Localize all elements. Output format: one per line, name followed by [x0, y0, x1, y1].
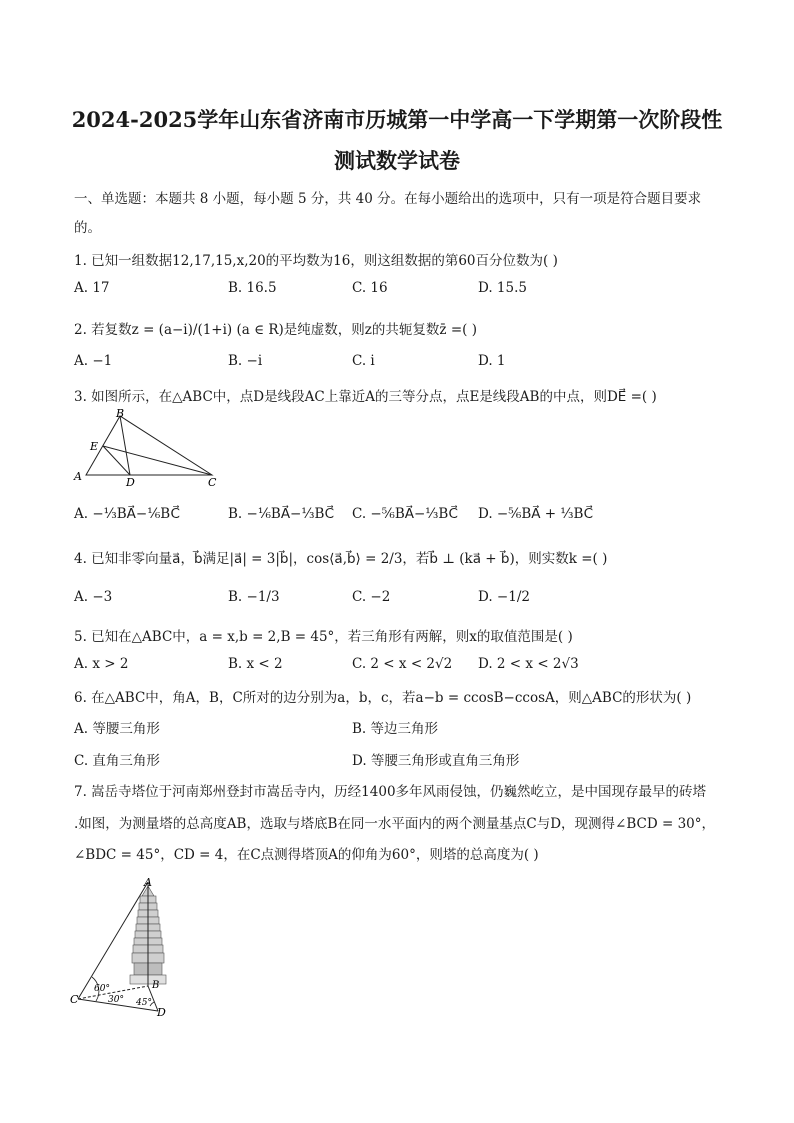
q5-option-c: C. 2 < x < 2√2: [352, 656, 453, 672]
question-7-stem-line-1: 7. 嵩岳寺塔位于河南郑州登封市嵩岳寺内，历经1400多年风雨侵蚀，仍巍然屹立，是中国现存最早的砖塔: [74, 784, 707, 800]
q3-option-d: D. −⅚BA⃗ + ⅓BC⃗: [478, 506, 594, 522]
q3-label-d: D: [126, 476, 135, 488]
q4-option-d: D. −1/2: [478, 589, 530, 605]
q4-option-c: C. −2: [352, 589, 391, 605]
q2-option-d: D. 1: [478, 353, 506, 369]
q3-option-c: C. −⅚BA⃗−⅓BC⃗: [352, 506, 458, 522]
title-line-2: 测试数学试卷: [334, 148, 460, 173]
q2-option-c: C. i: [352, 353, 375, 369]
q7-label-d: D: [157, 1006, 166, 1018]
q6-option-c: C. 直角三角形: [74, 753, 160, 769]
question-7-stem-line-3: ∠BDC = 45°，CD = 4，在C点测得塔顶A的仰角为60°，则塔的总高度为( ): [74, 847, 539, 863]
q1-option-a: A. 17: [74, 280, 110, 296]
q4-option-a: A. −3: [74, 589, 113, 605]
question-5-stem: 5. 已知在△ABC中，a = x,b = 2,B = 45°，若三角形有两解，则x的取值范围是( ): [74, 629, 573, 645]
q7-angle-30: 30°: [108, 995, 124, 1005]
q2-option-a: A. −1: [74, 353, 113, 369]
section-heading: 一、单选题：本题共 8 小题，每小题 5 分，共 40 分。在每小题给出的选项中，只有一项是符合题目要求: [74, 191, 702, 207]
q7-label-c: C: [70, 993, 79, 1006]
q3-label-c: C: [208, 476, 217, 488]
q3-label-a: A: [74, 470, 82, 483]
q1-option-d: D. 15.5: [478, 280, 527, 296]
q5-option-b: B. x < 2: [228, 656, 283, 672]
q6-option-d: D. 等腰三角形或直角三角形: [352, 753, 520, 769]
section-heading-cont: 的。: [74, 220, 101, 236]
question-7-stem-line-2: .如图，为测量塔的总高度AB，选取与塔底B在同一水平面内的两个测量基点C与D，现测得∠BCD = 30°，: [74, 816, 715, 832]
q3-label-e: E: [90, 440, 99, 453]
q3-option-b: B. −⅙BA⃗−⅓BC⃗: [228, 506, 335, 522]
q3-label-b: B: [116, 408, 125, 420]
q7-pagoda-figure: [70, 878, 190, 1018]
q3-option-a: A. −⅓BA⃗−⅙BC⃗: [74, 506, 180, 522]
question-1-stem: 1. 已知一组数据12,17,15,x,20的平均数为16，则这组数据的第60百分位数为( ): [74, 253, 558, 269]
question-4-stem: 4. 已知非零向量a⃗，b⃗满足|a⃗| = 3|b⃗|，cos⟨a⃗,b⃗⟩ = 2/3，若b⃗ ⊥ (ka⃗ + b⃗)，则实数k =( ): [74, 551, 608, 567]
q7-label-a: A: [144, 878, 152, 889]
q7-angle-45: 45°: [136, 998, 152, 1008]
question-3-stem: 3. 如图所示，在△ABC中，点D是线段AC上靠近A的三等分点，点E是线段AB的中点，则DE⃗ =( ): [74, 389, 657, 405]
q7-angle-60: 60°: [94, 984, 110, 994]
q1-option-b: B. 16.5: [228, 280, 277, 296]
question-2-stem: 2. 若复数z = (a−i)/(1+i) (a ∈ R)是纯虚数，则z的共轭复数z̄ =( ): [74, 322, 477, 338]
q4-option-b: B. −1/3: [228, 589, 280, 605]
q3-triangle-figure: [70, 408, 230, 488]
title-line-1: 2024-2025学年山东省济南市历城第一中学高一下学期第一次阶段性: [71, 107, 723, 132]
question-6-stem: 6. 在△ABC中，角A，B，C所对的边分别为a，b，c，若a−b = ccosB−ccosA，则△ABC的形状为( ): [74, 690, 692, 706]
q1-option-c: C. 16: [352, 280, 388, 296]
q2-option-b: B. −i: [228, 353, 263, 369]
q7-label-b: B: [152, 980, 160, 991]
q5-option-a: A. x > 2: [74, 656, 129, 672]
q6-option-b: B. 等边三角形: [352, 721, 439, 737]
q5-option-d: D. 2 < x < 2√3: [478, 656, 579, 672]
q6-option-a: A. 等腰三角形: [74, 721, 160, 737]
